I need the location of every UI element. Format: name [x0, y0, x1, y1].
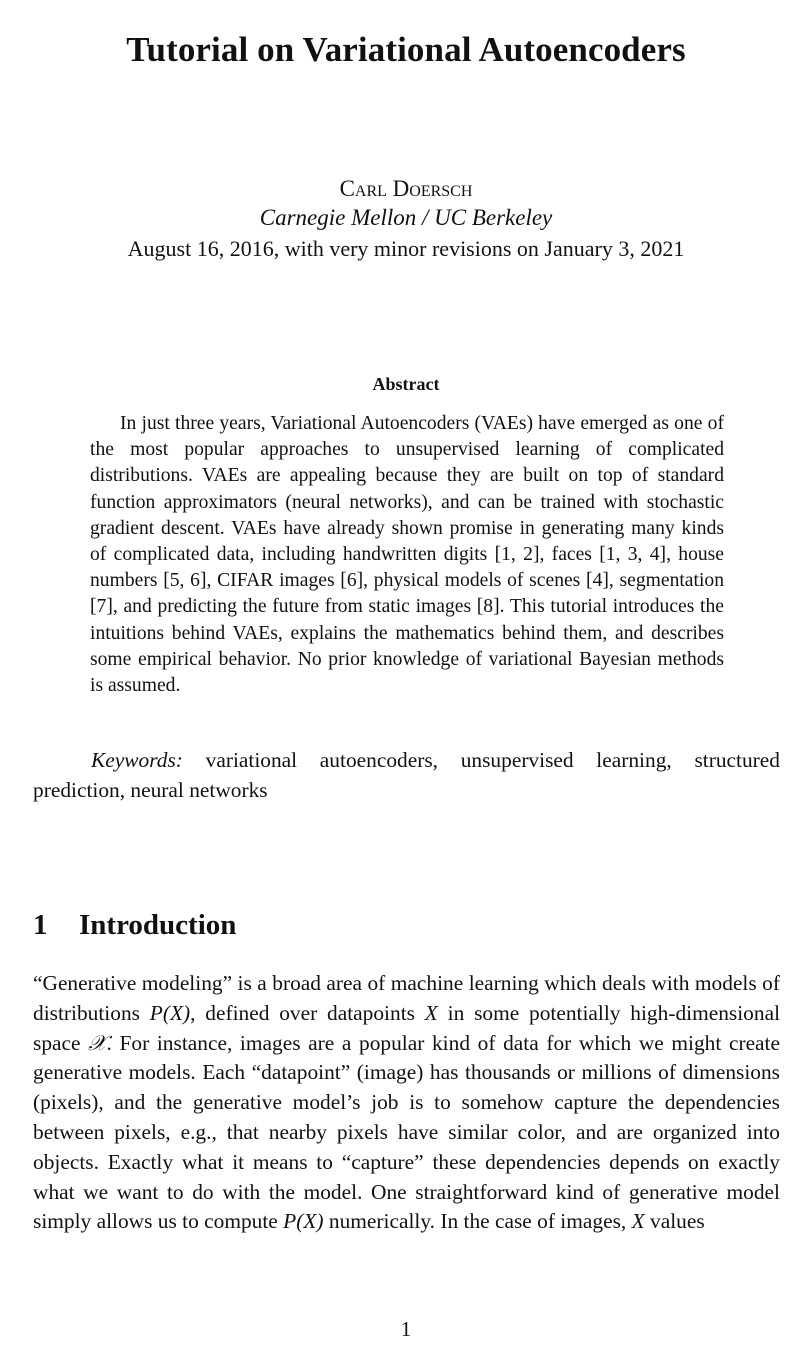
- math-px: P(X): [149, 1000, 191, 1025]
- math-x: X: [424, 1000, 438, 1025]
- paper-date: August 16, 2016, with very minor revisions on January 3, 2021: [127, 236, 685, 261]
- section-number: 1: [33, 909, 48, 941]
- keywords-text: variational autoencoders, unsupervised learning, structured prediction, neural networks: [33, 748, 780, 802]
- intro-text-5: numerically. In the case of images,: [323, 1209, 632, 1234]
- intro-text-4: . For instance, images are a popular kind of data for which we might create generative models. Each “datapoint” (image) has thousands or millions of dimensions (pixels), and the generative model’s job is to somehow capture the dependencies between pixels, e.g., that nearby pixels have similar color, and are organized into objects. Exactly what it means to “capture” these dependencies depends on exactly what we want to do with the model. One straightforward kind of generative model simply allows us to compute: [33, 1030, 780, 1234]
- paper-title: Tutorial on Variational Autoencoders: [126, 30, 686, 69]
- intro-paragraph: [33, 969, 780, 1237]
- keywords: [33, 746, 780, 805]
- author-name: Carl Doersch: [339, 176, 473, 201]
- author-affiliation: Carnegie Mellon / UC Berkeley: [259, 205, 553, 230]
- intro-text-6: values: [644, 1209, 705, 1234]
- intro-text-1: “Generative modeling” is a broad area of machine learning which deals with models of distributions: [33, 971, 780, 1025]
- section-heading: [33, 906, 780, 944]
- intro-text-3: in some potentially high-dimensional space: [33, 1000, 781, 1055]
- page-number: 1: [400, 1317, 412, 1341]
- math-px-2: P(X): [283, 1209, 324, 1234]
- abstract-heading: Abstract: [372, 374, 440, 394]
- abstract-body: In just three years, Variational Autoencoders (VAEs) have emerged as one of the most popular approaches to unsupervised learning of complicated distributions. VAEs are appealing because they are built on top of standard function approximators (neural networks), and can be trained with stochastic gradient descent. VAEs have already shown promise in generating many kinds of complicated data, including handwritten digits [1, 2], faces [1, 3, 4], house numbers [5, 6], CIFAR images [6], physical models of scenes [4], segmentation [7], and predicting the future from static images [8]. This tutorial introduces the intuitions behind VAEs, explains the mathematics behind them, and describes some empirical behavior. No prior knowledge of variational Bayesian methods is assumed.: [90, 413, 724, 697]
- math-x-2: X: [631, 1209, 645, 1234]
- keywords-label: Keywords:: [91, 748, 183, 772]
- math-space: 𝒳: [88, 1030, 107, 1055]
- section-title: Introduction: [79, 909, 237, 941]
- intro-text-2: , defined over datapoints: [190, 1000, 425, 1025]
